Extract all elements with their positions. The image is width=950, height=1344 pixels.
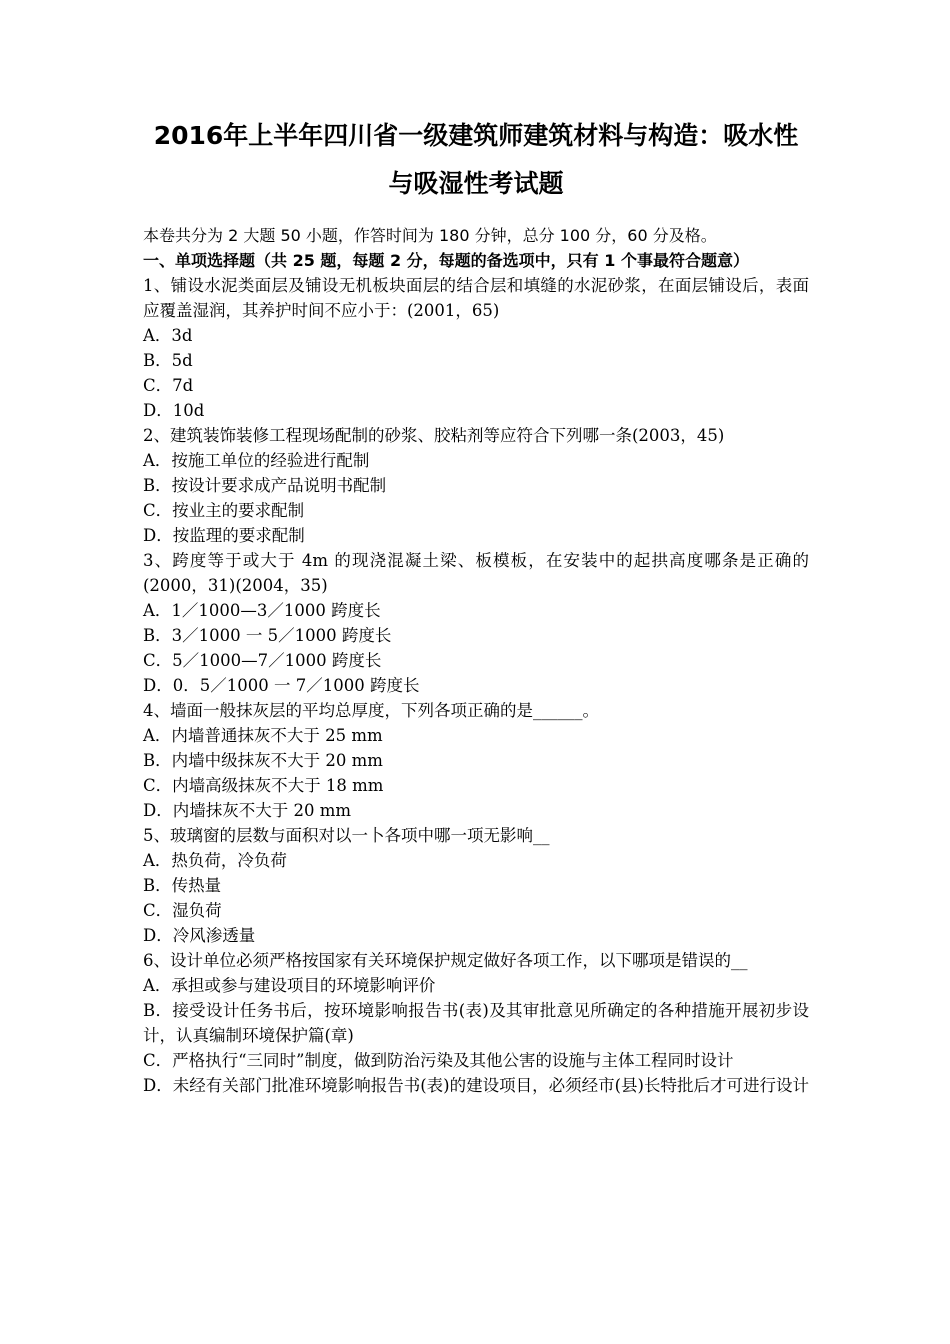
section-heading: 一、单项选择题（共 25 题，每题 2 分，每题的备选项中，只有 1 个事最符合题意） <box>143 251 749 270</box>
option-d: D．0．5／1000 一 7／1000 跨度长 <box>143 676 420 695</box>
question-text: 2、建筑装饰装修工程现场配制的砂浆、胶粘剂等应符合下列哪一条(2003，45) <box>143 426 725 445</box>
option-a: A．按施工单位的经验进行配制 <box>143 451 370 470</box>
option-d: D．内墙抹灰不大于 20 mm <box>143 801 352 820</box>
question-5 <box>143 823 809 948</box>
option-d: D．10d <box>143 401 205 420</box>
option-a: A．承担或参与建设项目的环境影响评价 <box>143 976 436 995</box>
title-line-2: 与吸湿性考试题 <box>388 169 564 198</box>
option-c: C．内墙高级抹灰不大于 18 mm <box>143 776 384 795</box>
option-c: C．5／1000—7／1000 跨度长 <box>143 651 382 670</box>
option-c: C．7d <box>143 376 194 395</box>
exam-instructions: 本卷共分为 2 大题 50 小题，作答时间为 180 分钟，总分 100 分，60 分及格。 <box>143 226 717 245</box>
option-c: C．严格执行“三同时”制度，做到防治污染及其他公害的设施与主体工程同时设计 <box>143 1051 734 1070</box>
option-a: A．内墙普通抹灰不大于 25 mm <box>143 726 383 745</box>
option-d: D．按监理的要求配制 <box>143 526 305 545</box>
option-d: D．未经有关部门批准环境影响报告书(表)的建设项目，必须经市(县)长特批后才可进行设计 <box>143 1076 809 1095</box>
question-text: 6、设计单位必须严格按国家有关环境保护规定做好各项工作，以下哪项是错误的__ <box>143 951 748 970</box>
question-4 <box>143 698 809 823</box>
option-b: B．内墙中级抹灰不大于 20 mm <box>143 751 383 770</box>
option-d: D．冷风渗透量 <box>143 926 256 945</box>
option-b: B．按设计要求成产品说明书配制 <box>143 476 387 495</box>
option-b: B．传热量 <box>143 876 222 895</box>
question-text: 5、玻璃窗的层数与面积对以一卜各项中哪一项无影响__ <box>143 826 550 845</box>
title-line-1: 2016年上半年四川省一级建筑师建筑材料与构造：吸水性 <box>153 121 799 150</box>
document-page <box>143 112 809 1098</box>
option-a: A．热负荷，冷负荷 <box>143 851 287 870</box>
option-c: C．湿负荷 <box>143 901 222 920</box>
option-c: C．按业主的要求配制 <box>143 501 305 520</box>
question-3 <box>143 548 809 698</box>
question-text: 1、铺设水泥类面层及铺设无机板块面层的结合层和填缝的水泥砂浆，在面层铺设后，表面应覆盖湿润，其养护时间不应小于：(2001，65) <box>143 276 809 320</box>
document-body <box>143 223 809 1098</box>
question-text: 3、跨度等于或大于 4m 的现浇混凝土梁、板模板，在安装中的起拱高度哪条是正确的(2000，31)(2004，35) <box>143 551 809 595</box>
option-a: A．3d <box>143 326 193 345</box>
option-a: A．1／1000—3／1000 跨度长 <box>143 601 381 620</box>
question-1 <box>143 273 809 423</box>
question-2 <box>143 423 809 548</box>
option-b: B．5d <box>143 351 193 370</box>
option-b: B．接受设计任务书后，按环境影响报告书(表)及其审批意见所确定的各种措施开展初步设计，认真编制环境保护篇(章) <box>143 1001 809 1045</box>
question-text: 4、墙面一般抹灰层的平均总厚度，下列各项正确的是______。 <box>143 701 599 720</box>
question-6 <box>143 948 809 1098</box>
document-title <box>143 112 809 208</box>
option-b: B．3／1000 一 5／1000 跨度长 <box>143 626 392 645</box>
